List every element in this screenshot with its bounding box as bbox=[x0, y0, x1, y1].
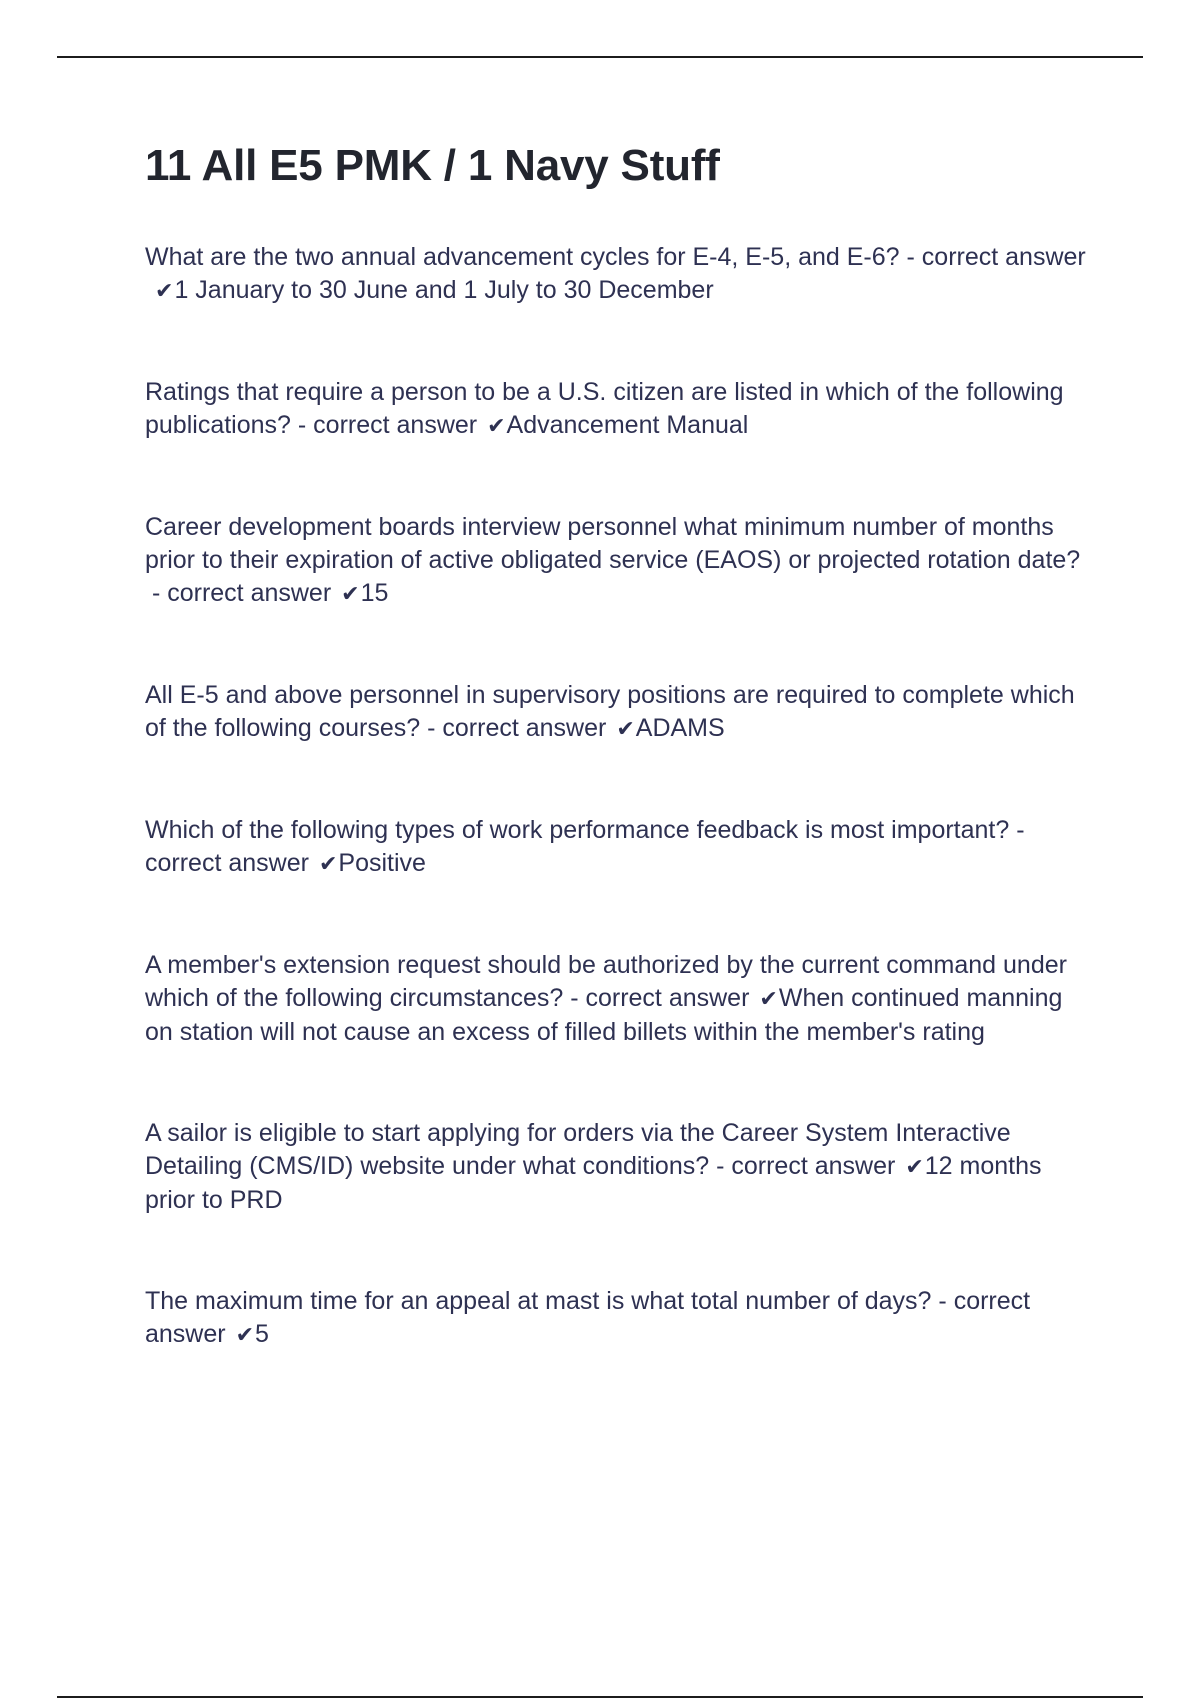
question-text: Career development boards interview personnel what minimum number of months prior to their expiration of active obligated service (EAOS) or projected rotation date? bbox=[145, 512, 1081, 574]
answer-prefix: - correct answer bbox=[427, 713, 607, 742]
top-divider bbox=[57, 56, 1143, 58]
qa-item bbox=[145, 949, 1095, 1049]
qa-item bbox=[145, 241, 1095, 308]
answer-text: Advancement Manual bbox=[506, 410, 749, 439]
checkmark-icon: ✔ bbox=[905, 1154, 924, 1180]
answer-prefix: - correct answer bbox=[716, 1151, 896, 1180]
page-title: 11 All E5 PMK / 1 Navy Stuff bbox=[145, 141, 720, 190]
question-text: What are the two annual advancement cycles for E-4, E-5, and E-6? bbox=[145, 242, 900, 271]
answer-prefix: - correct answer bbox=[145, 1286, 1031, 1348]
question-text: Ratings that require a person to be a U.S. citizen are listed in which of the following publications? bbox=[145, 377, 1064, 439]
qa-item bbox=[145, 1285, 1095, 1352]
question-text: The maximum time for an appeal at mast is what total number of days? bbox=[145, 1286, 932, 1315]
checkmark-icon: ✔ bbox=[155, 278, 174, 304]
answer-text: When continued manning on station will not cause an excess of filled billets within the member's rating bbox=[145, 983, 1063, 1046]
question-text: A member's extension request should be authorized by the current command under which of the following circumstances? bbox=[145, 950, 1067, 1012]
checkmark-icon: ✔ bbox=[235, 1322, 255, 1348]
qa-list bbox=[145, 241, 1095, 1352]
qa-item bbox=[145, 814, 1095, 881]
answer-prefix: - correct answer bbox=[906, 242, 1086, 271]
checkmark-icon: ✔ bbox=[487, 413, 506, 439]
qa-item bbox=[145, 679, 1095, 746]
checkmark-icon: ✔ bbox=[318, 851, 338, 877]
answer-prefix: - correct answer bbox=[297, 410, 478, 439]
bottom-divider bbox=[57, 1696, 1143, 1698]
qa-item bbox=[145, 1117, 1095, 1217]
checkmark-icon: ✔ bbox=[616, 716, 635, 742]
qa-item bbox=[145, 376, 1095, 443]
answer-text: 5 bbox=[255, 1319, 269, 1348]
qa-item bbox=[145, 511, 1095, 611]
question-text: All E-5 and above personnel in supervisory positions are required to complete which of the following courses? bbox=[145, 680, 1075, 742]
answer-prefix: - correct answer bbox=[151, 578, 332, 607]
answer-prefix: - correct answer bbox=[145, 815, 1025, 877]
answer-text: 12 months prior to PRD bbox=[145, 1151, 1042, 1214]
answer-text: 1 January to 30 June and 1 July to 30 December bbox=[174, 275, 714, 304]
answer-prefix: - correct answer bbox=[570, 983, 750, 1012]
checkmark-icon: ✔ bbox=[759, 986, 778, 1012]
answer-text: Positive bbox=[338, 848, 426, 877]
question-text: A sailor is eligible to start applying for orders via the Career System Interactive Detailing (CMS/ID) website under what conditions? bbox=[145, 1118, 1011, 1180]
answer-text: ADAMS bbox=[635, 713, 725, 742]
checkmark-icon: ✔ bbox=[341, 581, 360, 607]
answer-text: 15 bbox=[360, 578, 389, 607]
question-text: Which of the following types of work performance feedback is most important? bbox=[145, 815, 1010, 844]
document-page bbox=[145, 140, 1095, 1420]
